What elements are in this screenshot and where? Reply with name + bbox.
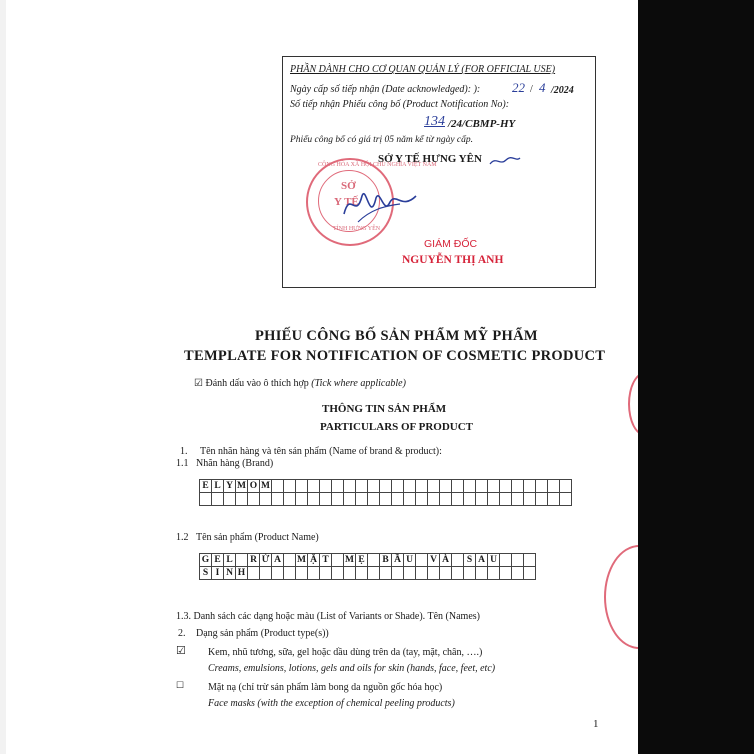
product-grid-cell [488,567,500,580]
brand-grid-row [200,480,572,493]
brand-grid-cell [488,493,500,506]
product-grid-row [200,554,536,567]
brand-grid-cell [260,493,272,506]
product-grid-cell [236,554,248,567]
option-1-en: Creams, emulsions, lotions, gels and oils for skin (hands, face, feet, etc) [208,663,496,674]
item-1-number: 1. [180,446,188,457]
brand-grid-cell [272,480,284,493]
page-shadow [0,0,6,754]
department-name: SỞ Y TẾ HƯNG YÊN [378,153,482,165]
brand-grid-cell [404,493,416,506]
brand-grid-cell [476,493,488,506]
date-acknowledged-label: Ngày cấp số tiếp nhận (Date acknowledged): ): [290,84,481,95]
brand-grid-cell [296,493,308,506]
product-grid-cell [416,554,428,567]
product-grid-cell [356,567,368,580]
product-grid-cell: S [200,567,212,580]
item-1-2-number: 1.2 [176,532,189,543]
brand-grid-cell [548,493,560,506]
tick-checkbox-icon: ☑ [194,378,203,389]
product-grid-cell [452,554,464,567]
option-1-checkbox[interactable]: ☑ [176,645,186,657]
director-signature [340,180,420,230]
brand-grid-cell [308,480,320,493]
product-grid-cell [464,567,476,580]
title-english: TEMPLATE FOR NOTIFICATION OF COSMETIC PRODUCT [184,348,606,364]
date-day-handwritten: 22 [512,80,525,95]
product-grid-cell: Ẹ [356,554,368,567]
product-grid-cell: L [224,554,236,567]
product-grid-cell [332,554,344,567]
item-1-2-label: Tên sản phẩm (Product Name) [196,532,319,543]
date-month-handwritten: 4 [539,80,546,95]
notification-number-handwritten: 134 [424,114,445,129]
brand-grid-cell: M [261,481,270,491]
brand-grid-cell [272,493,284,506]
product-grid-cell [284,554,296,567]
product-grid-cell: U [404,554,416,567]
brand-grid-cell [380,493,392,506]
brand-grid-cell [452,480,464,493]
brand-grid-cell [560,493,572,506]
product-grid-cell [368,554,380,567]
brand-grid-cell: L [212,480,224,493]
option-1-vi: Kem, nhũ tương, sữa, gel hoặc dầu dùng trên da (tay, mặt, chân, ….) [208,647,483,658]
title-vietnamese: PHIẾU CÔNG BỐ SẢN PHẨM MỸ PHẨM [255,328,538,344]
brand-grid-cell [476,480,488,493]
brand-grid-cell [380,480,392,493]
product-grid-cell: Ử [260,554,272,567]
brand-grid-cell: Y [224,480,236,493]
product-grid-cell: M [345,555,354,565]
notification-number-label: Số tiếp nhận Phiếu công bố (Product Notification No): [290,99,510,110]
product-grid-row [200,567,536,580]
brand-grid-cell [368,480,380,493]
brand-grid-cell: O [248,480,260,493]
brand-grid-cell [428,493,440,506]
brand-grid-cell [332,480,344,493]
product-grid-cell [320,567,332,580]
brand-grid-cell [248,493,260,506]
date-separator-1: / [530,84,533,95]
product-grid-cell [500,554,512,567]
brand-grid-cell [464,480,476,493]
product-grid-cell [500,567,512,580]
department-signature-mark [488,152,522,168]
brand-grid-cell [440,480,452,493]
brand-grid-cell [332,493,344,506]
product-grid-cell [392,567,404,580]
dark-background-strip [638,0,754,754]
brand-grid-cell [416,480,428,493]
item-1-3-label: 1.3. Danh sách các dạng hoặc màu (List of Variants or Shade). Tên (Names) [176,611,480,622]
product-grid-cell [452,567,464,580]
seal-center-line1: SỞ [341,180,356,192]
seal-top-text: CỘNG HÒA XÃ HỘI CHỦ NGHĨA VIỆT NAM [318,162,437,168]
option-2-vi: Mặt nạ (chỉ trừ sản phẩm làm bong da nguồn gốc hóa học) [208,682,443,693]
product-grid-cell [440,567,452,580]
option-2-en: Face masks (with the exception of chemical peeling products) [208,698,455,709]
validity-note: Phiếu công bố có giá trị 05 năm kể từ ngày cấp. [290,135,474,145]
product-grid-cell: E [212,554,224,567]
product-grid-cell [308,567,320,580]
product-grid-cell: S [464,554,476,567]
brand-grid-cell: M [237,481,246,491]
product-grid-cell [260,567,272,580]
director-title: GIÁM ĐỐC [424,238,478,250]
brand-grid-cell [392,480,404,493]
product-grid-cell [512,554,524,567]
product-grid-cell: T [320,554,332,567]
product-grid-cell [524,567,536,580]
brand-grid-cell [524,493,536,506]
brand-grid-cell [440,493,452,506]
product-grid-cell: A [476,554,488,567]
product-grid-cell: U [488,554,500,567]
brand-grid-cell [212,493,224,506]
page-number: 1 [593,718,599,730]
brand-grid-cell [452,493,464,506]
tick-note [194,378,406,389]
product-grid-cell: A [272,554,284,567]
brand-grid-cell [308,493,320,506]
brand-grid-cell [296,480,308,493]
product-grid-cell: R [248,554,260,567]
brand-grid-cell [284,480,296,493]
brand-grid-cell [344,493,356,506]
product-grid-cell: N [224,567,236,580]
brand-grid-cell [428,480,440,493]
brand-grid-row [200,493,572,506]
product-grid-cell: H [236,567,248,580]
director-name: NGUYỄN THỊ ANH [402,254,504,266]
product-grid-cell: I [212,567,224,580]
brand-grid-cell [320,480,332,493]
product-grid-cell [428,567,440,580]
brand-grid-cell [284,493,296,506]
brand-grid-cell [356,480,368,493]
brand-grid-cell [560,480,572,493]
product-grid-cell [272,567,284,580]
brand-grid-cell [356,493,368,506]
item-2-number: 2. [178,628,186,639]
brand-grid-cell: E [200,480,212,493]
seal-bottom-text: TỈNH HƯNG YÊN [333,226,381,232]
brand-grid-cell [488,480,500,493]
brand-grid-cell [344,480,356,493]
product-grid-cell: À [440,554,452,567]
product-grid-cell [512,567,524,580]
brand-grid-cell [500,480,512,493]
product-grid-cell: B [380,554,392,567]
product-grid-cell [332,567,344,580]
product-grid-cell: M [297,555,306,565]
product-grid-cell: V [428,554,440,567]
product-grid-cell [476,567,488,580]
brand-grid-cell [536,493,548,506]
product-grid-cell [296,567,308,580]
brand-grid-cell [524,480,536,493]
product-grid-cell: Ặ [308,554,320,567]
tick-note-vi: Đánh dấu vào ô thích hợp [205,378,309,389]
brand-grid-cell [548,480,560,493]
item-1-label: Tên nhãn hàng và tên sản phẩm (Name of brand & product): [200,446,442,457]
section-title-en: PARTICULARS OF PRODUCT [320,421,474,433]
brand-grid-cell [416,493,428,506]
product-name-grid [199,553,536,580]
brand-grid-cell [320,493,332,506]
partial-seal-mark-right-edge [628,372,638,436]
brand-grid-cell [404,480,416,493]
official-use-header: PHẦN DÀNH CHO CƠ QUAN QUẢN LÝ (FOR OFFICIAL USE) [290,64,556,75]
product-grid-cell [284,567,296,580]
brand-grid-cell [392,493,404,506]
brand-grid-cell [500,493,512,506]
seal-center-line2: Y TẾ [334,196,359,208]
brand-grid-cell [368,493,380,506]
product-grid-cell: Ầ [392,554,404,567]
brand-grid-cell [512,493,524,506]
tick-note-en: (Tick where applicable) [311,378,406,389]
product-grid-cell [368,567,380,580]
brand-grid-cell [512,480,524,493]
brand-grid-cell [224,493,236,506]
brand-grid-cell [236,493,248,506]
section-title-vi: THÔNG TIN SẢN PHẨM [322,403,447,415]
brand-grid [199,479,572,506]
product-grid-cell [344,567,356,580]
brand-grid-cell [536,480,548,493]
product-grid-cell: G [200,554,212,567]
product-grid-cell [524,554,536,567]
product-grid-cell [416,567,428,580]
item-2-label: Dạng sản phẩm (Product type(s)) [196,628,329,639]
date-year: /2024 [551,85,574,96]
notification-number-suffix: /24/CBMP-HY [448,118,516,130]
brand-grid-cell [464,493,476,506]
product-grid-cell [404,567,416,580]
item-1-1-number: 1.1 [176,458,189,469]
brand-grid-cell [200,493,212,506]
option-2-checkbox[interactable]: ☐ [176,680,185,690]
partial-seal-right-edge [604,545,638,649]
item-1-1-label: Nhãn hàng (Brand) [196,458,274,469]
product-grid-cell [248,567,260,580]
product-grid-cell [380,567,392,580]
